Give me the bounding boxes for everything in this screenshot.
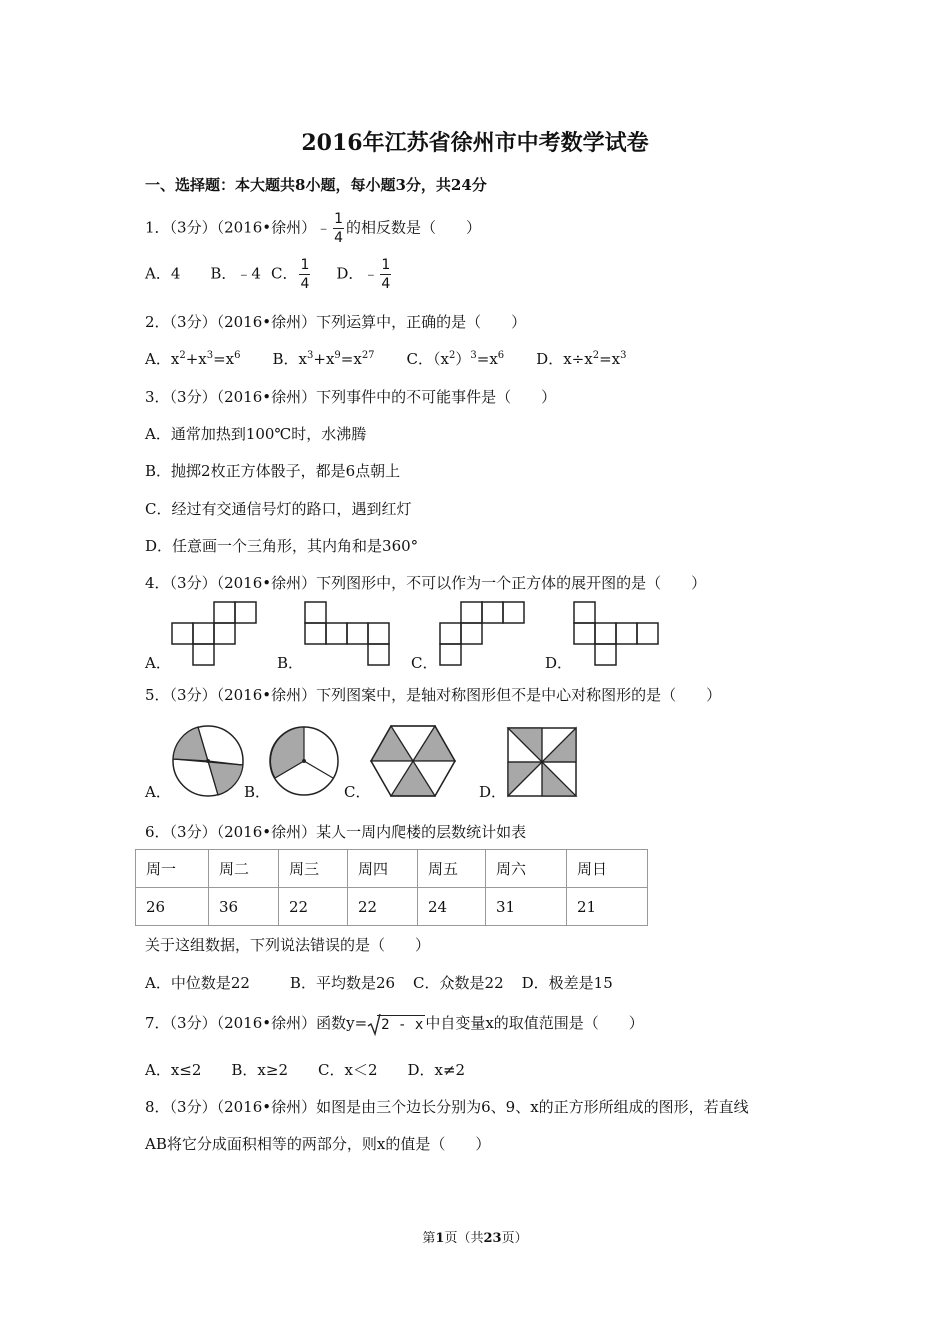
q5-label-b: B． <box>244 783 271 801</box>
table-cell: 31 <box>486 888 567 926</box>
q7-sqrt-expression <box>367 1015 425 1033</box>
footer-total-pages: 23 <box>483 1231 502 1246</box>
q6-option-d: D．极差是15 <box>521 974 613 992</box>
table-cell: 周四 <box>348 850 418 888</box>
q5-label-c: C． <box>344 783 371 801</box>
q2-options: A．$x^2+x^3=x^6$ B．$x^3+x^9=x^{27}$ C．$(x^2)^3=x^6$ D．$x\div x^2=x^3$ <box>145 350 627 368</box>
q2-option-d-label: D． <box>536 350 564 368</box>
q1-frac-num: 1 <box>334 211 344 227</box>
footer-page-number: 1 <box>435 1231 445 1246</box>
q2-option-a-label: A． <box>145 350 171 368</box>
q4-label-b: B． <box>277 654 304 672</box>
table-cell: 26 <box>136 888 209 926</box>
question-4: 4．（3分）（2016•徐州）下列图形中，不可以作为一个正方体的展开图的是（ ） <box>145 574 707 592</box>
table-cell: 周三 <box>279 850 348 888</box>
q1-suffix: 的相反数是（ ） <box>346 218 482 237</box>
q1-c-num: 1 <box>300 257 310 273</box>
question-8-cont: AB将它分成面积相等的两部分，则x的值是（ ） <box>145 1135 491 1153</box>
question-6: 6．（3分）（2016•徐州）某人一周内爬楼的层数统计如表 <box>145 823 527 841</box>
table-cell: 周二 <box>209 850 279 888</box>
q6-question: 关于这组数据，下列说法错误的是（ ） <box>145 936 431 954</box>
q4-label-d: D． <box>545 654 573 672</box>
table-cell: 36 <box>209 888 279 926</box>
q6-option-b: B．平均数是26 <box>289 974 396 992</box>
q2-option-b-label: B． <box>272 350 299 368</box>
question-2: 2．（3分）（2016•徐州）下列运算中，正确的是（ ） <box>145 313 527 331</box>
q7-option-b: B．x≥2 <box>231 1061 289 1079</box>
q3-option-d: D．任意画一个三角形，其内角和是360° <box>145 537 419 555</box>
table-cell: 24 <box>418 888 486 926</box>
section-heading: 一、选择题：本大题共8小题，每小题3分，共24分 <box>145 176 487 194</box>
question-8: 8．（3分）（2016•徐州）如图是由三个边长分别为6、9、x的正方形所组成的图形，若直线 <box>145 1098 749 1116</box>
q5-pattern-d <box>508 728 576 796</box>
table-cell: 22 <box>279 888 348 926</box>
q1-frac-den: 4 <box>334 230 344 246</box>
page-footer <box>0 1227 950 1246</box>
q6-table <box>135 849 648 926</box>
q1-d-den: 4 <box>381 276 391 292</box>
page-title: 2016年江苏省徐州市中考数学试卷 <box>301 130 649 156</box>
q1-option-a: A．4 <box>145 264 181 283</box>
q5-label-a: A． <box>145 783 171 801</box>
q5-label-d: D． <box>479 783 507 801</box>
q1-option-d: D．﹣ <box>336 264 379 283</box>
q7-option-d: D．x≠2 <box>407 1061 466 1079</box>
footer-mid: 页（共 <box>444 1231 484 1246</box>
q7-options <box>145 1059 465 1080</box>
q5-pattern-b <box>270 727 338 795</box>
radical-sign-icon <box>367 1013 381 1037</box>
q6-option-c: C．众数是22 <box>413 974 504 992</box>
footer-post: 页） <box>501 1231 528 1246</box>
q1-option-c: C． <box>270 264 298 283</box>
q7-radicand: 2 - x <box>377 1015 425 1033</box>
q3-option-a: A．通常加热到100℃时，水沸腾 <box>145 425 367 443</box>
table-header-row <box>136 850 648 888</box>
question-5: 5．（3分）（2016•徐州）下列图案中，是轴对称图形但不是中心对称图形的是（ ） <box>145 686 722 704</box>
table-cell: 周六 <box>486 850 567 888</box>
table-row <box>136 888 648 926</box>
footer-pre: 第 <box>422 1231 436 1246</box>
q7-option-c: C．x＜2 <box>318 1061 378 1079</box>
q6-options <box>145 972 613 993</box>
table-cell: 21 <box>567 888 648 926</box>
table-cell: 周五 <box>418 850 486 888</box>
q7-suffix: 中自变量x的取值范围是（ ） <box>425 1014 644 1032</box>
q7-prefix: 7．（3分）（2016•徐州）函数y= <box>145 1014 368 1032</box>
q5-pattern-a <box>173 726 243 796</box>
question-3: 3．（3分）（2016•徐州）下列事件中的不可能事件是（ ） <box>145 388 557 406</box>
q6-option-a: A．中位数是22 <box>145 974 250 992</box>
table-cell: 22 <box>348 888 418 926</box>
q2-option-c-label: C． <box>406 350 434 368</box>
q1-option-b: B．﹣4 <box>210 264 261 283</box>
q3-option-b: B．抛掷2枚正方体骰子，都是6点朝上 <box>145 462 401 480</box>
q1-c-den: 4 <box>300 276 310 292</box>
question-7 <box>145 1012 644 1033</box>
table-cell: 周日 <box>567 850 648 888</box>
q3-option-c: C．经过有交通信号灯的路口，遇到红灯 <box>145 500 412 518</box>
q1-prefix: 1．（3分）（2016•徐州）﹣ <box>145 218 332 237</box>
q4-label-a: A． <box>145 654 171 672</box>
q7-option-a: A．x≤2 <box>145 1061 202 1079</box>
q1-d-num: 1 <box>381 257 391 273</box>
table-cell: 周一 <box>136 850 209 888</box>
q4-label-c: C． <box>411 654 438 672</box>
q5-pattern-c <box>371 726 455 796</box>
